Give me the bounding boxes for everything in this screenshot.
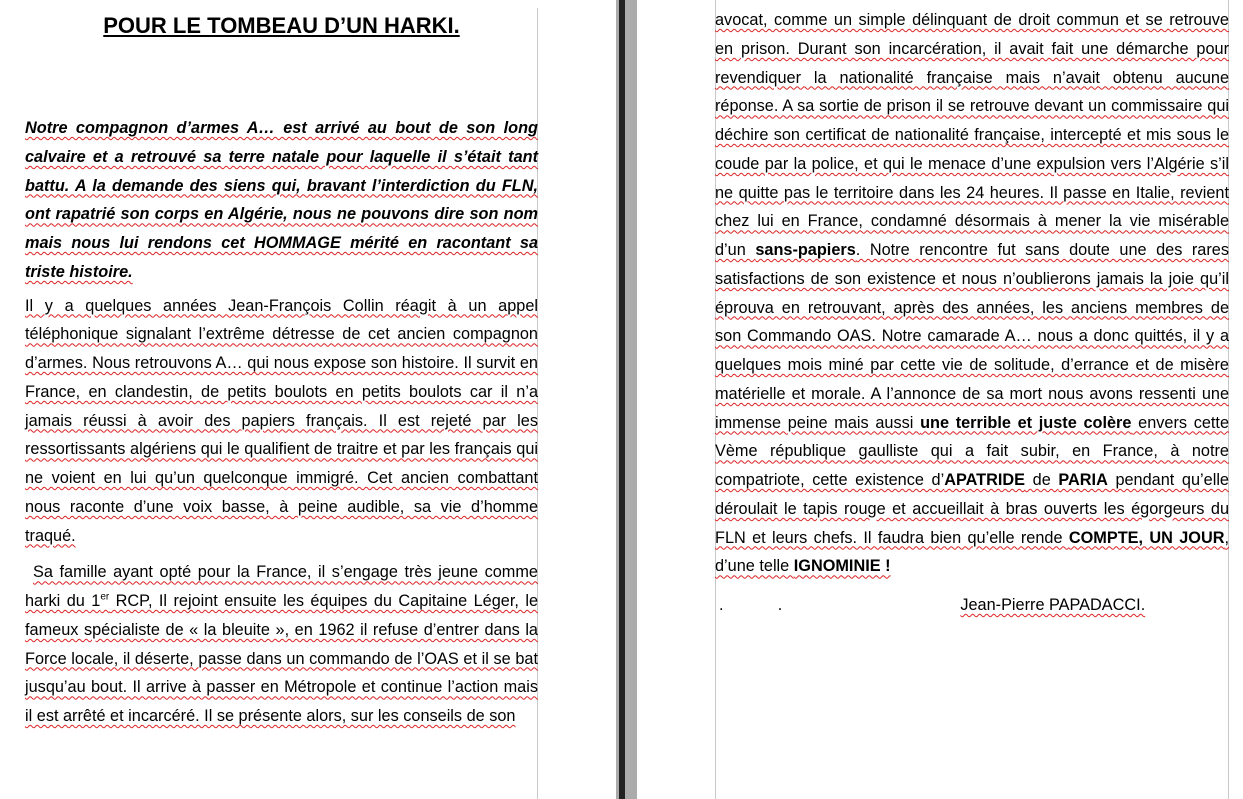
right-text-a: avocat, comme un simple délinquant de droit commun et se retrouve en prison. Durant son incarcération, il avait fait une démarche pour revendiquer la nationalité française mais n’avait obtenu aucune réponse. A sa sortie de prison il se retrouve devant un commissaire qui déchire son certificat de nationalité française, intercepté et mis sous le coude par la police, et qui le menace d’une expulsion vers l’Algérie s’il ne quitte pas le territoire dans les 24 heures. Il passe en Italie, revient chez lui en France, condamné désormais à mener la vie misérable d’un [715, 11, 1229, 259]
right-text-b: . Notre rencontre fut sans doute une des rares satisfactions de son existence et nous n’oublierons jamais la joie qu’il éprouva en retrouvant, après des années, les anciens membres de son Commando OAS. Notre camarade A… nous a donc quittés, il y a quelques mois miné par cette vie de solitude, d’errance et de misère matérielle et morale. A l’annonce de sa mort nous avons ressenti une immense peine mais aussi [715, 241, 1229, 432]
right-text-f: , d’une telle [715, 528, 1229, 576]
superscript-er: er [100, 591, 110, 603]
right-paragraph [715, 6, 1229, 581]
bold-paria: PARIA [1058, 471, 1108, 489]
bold-apatride: APATRIDE [944, 471, 1026, 489]
right-text-e: pendant qu’elle déroulait le tapis rouge et accueillait à bras ouverts les égorgeurs du FLN et leurs chefs. Il faudra bien qu’elle rende [715, 471, 1229, 547]
paragraph-2-start: Sa famille ayant opté pour la France, il s’engage très jeune comme harki du 1 [25, 563, 538, 610]
left-text-column [25, 0, 538, 731]
paragraph-2-rest: RCP, Il rejoint ensuite les équipes du Capitaine Léger, le fameux spécialiste de « la bleuite », en 1962 il refuse d’entrer dans la Force locale, il déserte, passe dans un commando de l’OAS et il se bat jusqu’au bout. Il arrive à passer en Métropole et continue l’action mais il est arrêté et incarcéré. Il se présente alors, sur les conseils de son [25, 592, 538, 725]
intro-paragraph: Notre compagnon d’armes A… est arrivé au bout de son long calvaire et a retrouvé sa terre natale pour laquelle il s’était tant battu. A la demande des siens qui, bravant l’interdiction du FLN, ont rapatrié son corps en Algérie, nous ne pouvons dire son nom mais nous lui rendons cet HOMMAGE mérité en racontant sa triste histoire. [25, 119, 538, 281]
right-text-column [715, 6, 1229, 620]
bold-sans-papiers: sans-papiers [755, 241, 856, 259]
page-divider [616, 0, 637, 799]
bold-colere: une terrible et juste colère [920, 413, 1132, 432]
document-title: POUR LE TOMBEAU D’UN HARKI. [103, 13, 460, 38]
right-text-d: de [1025, 471, 1059, 489]
bold-compte: COMPTE, UN JOUR [1068, 528, 1225, 547]
signature-dots: . . [719, 596, 783, 614]
signature: Jean-Pierre PAPADACCI. [960, 596, 1146, 614]
paragraph-2 [25, 558, 538, 731]
signature-line [715, 591, 1229, 620]
right-text-c: envers cette Vème république gaulliste qui a fait subir, en France, à notre compatriote, cette existence d’ [715, 413, 1229, 489]
paragraph-1: Il y a quelques années Jean-François Collin réagit à un appel téléphonique signalant l’extrême détresse de cet ancien compagnon d’armes. Nous retrouvons A… qui nous expose son histoire. Il survit en France, en clandestin, de petits boulots en petits boulots car il n’a jamais réussi à avoir des papiers français. Il est rejeté par les ressortissants algériens qui le qualifient de traitre et par les français qui ne voient en lui qu’un quelconque immigré. Cet ancien combattant nous raconte d’une voix basse, à peine audible, sa vie d’homme traqué. [25, 296, 538, 545]
bold-ignominie: IGNOMINIE ! [793, 557, 891, 576]
